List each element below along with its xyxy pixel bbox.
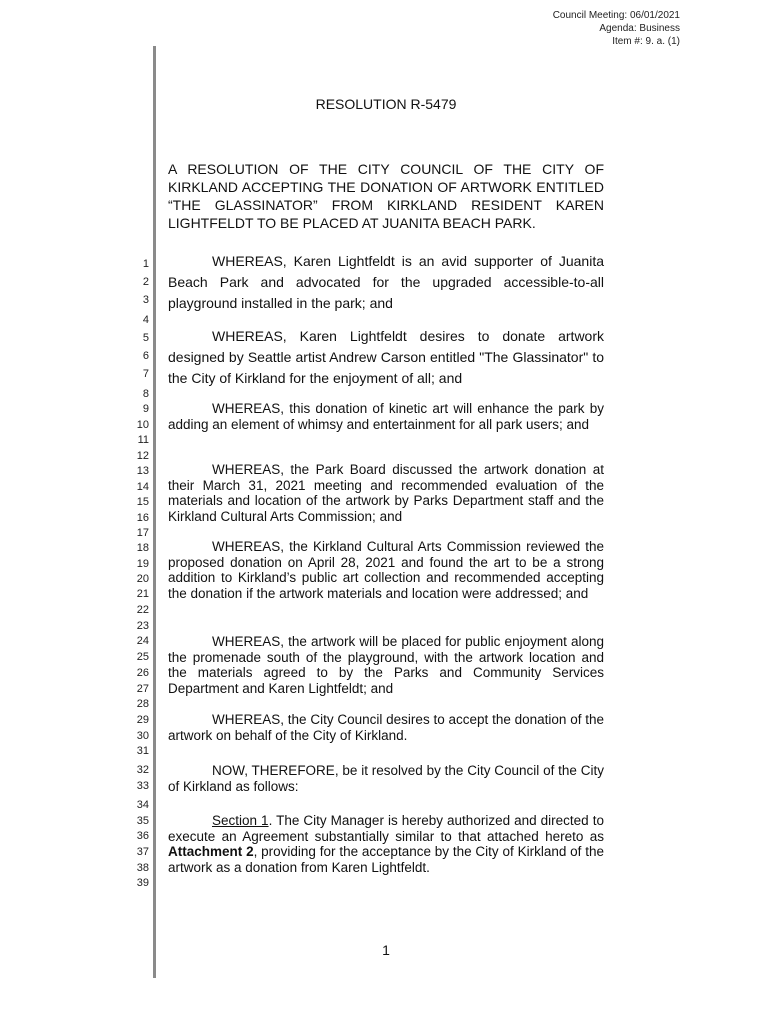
- line-number: 7: [142, 368, 149, 380]
- line-number: 29: [136, 714, 149, 726]
- line-number: 18: [136, 542, 149, 554]
- resolution-preamble: A RESOLUTION OF THE CITY COUNCIL OF THE CITY OF KIRKLAND ACCEPTING THE DONATION OF ARTWORK ENTITLED “THE GLASSINATOR” FROM KIRKLAND RESIDENT KAREN LIGHTFELDT TO BE PLACED AT JUANITA BEACH PARK.: [168, 161, 604, 231]
- whereas-paragraph: WHEREAS, Karen Lightfeldt is an avid supporter of Juanita Beach Park and advocated for the upgraded accessible-to-all playground installed in the park; and: [168, 253, 604, 311]
- whereas-paragraph: WHEREAS, the City Council desires to accept the donation of the artwork on behalf of the City of Kirkland.: [168, 712, 604, 743]
- line-number: 9: [142, 403, 149, 415]
- line-number: 10: [136, 419, 149, 431]
- margin-rule: [153, 46, 156, 978]
- line-number: 20: [136, 573, 149, 585]
- line-number: 16: [136, 512, 149, 524]
- line-number: 31: [136, 745, 149, 757]
- attachment-reference: Attachment 2: [168, 844, 254, 860]
- line-number: 1: [142, 258, 149, 270]
- line-number: 32: [136, 764, 149, 776]
- section-1-paragraph: Section 1. The City Manager is hereby authorized and directed to execute an Agreement substantially similar to that attached hereto as Attachment 2, providing for the acceptance by the City of Kirkland of the artwork as a donation from Karen Lightfeldt.: [168, 813, 605, 875]
- line-number: 27: [136, 683, 149, 695]
- line-number: 19: [136, 558, 149, 570]
- agenda-type: Agenda: Business: [599, 23, 680, 34]
- whereas-paragraph: WHEREAS, the Park Board discussed the artwork donation at their March 31, 2021 meeting and recommended evaluation of the materials and location of the artwork by Parks Department staff and the Kirkland Cultural Arts Commission; and: [168, 462, 604, 524]
- line-number: 2: [142, 276, 149, 288]
- line-number: 17: [136, 527, 149, 539]
- line-number: 36: [136, 830, 149, 842]
- line-numbers: [120, 0, 149, 1024]
- whereas-paragraph: WHEREAS, this donation of kinetic art will enhance the park by adding an element of whimsy and entertainment for all park users; and: [168, 401, 604, 432]
- line-number: 35: [136, 815, 149, 827]
- line-number: 12: [136, 450, 149, 462]
- line-number: 37: [136, 846, 149, 858]
- line-number: 4: [142, 314, 149, 326]
- line-number: 15: [136, 496, 149, 508]
- line-number: 22: [136, 604, 149, 616]
- meeting-date: Council Meeting: 06/01/2021: [552, 10, 680, 21]
- line-number: 24: [136, 635, 149, 647]
- line-number: 28: [136, 698, 149, 710]
- line-number: 25: [136, 651, 149, 663]
- section-1-label: Section 1: [212, 813, 269, 828]
- line-number: 14: [136, 481, 149, 493]
- line-number: 38: [136, 862, 149, 874]
- line-number: 8: [142, 388, 149, 400]
- line-number: 26: [136, 667, 149, 679]
- line-number: 33: [136, 780, 149, 792]
- line-number: 39: [136, 877, 149, 889]
- line-number: 34: [136, 799, 149, 811]
- resolved-paragraph: NOW, THEREFORE, be it resolved by the City Council of the City of Kirkland as follows:: [168, 763, 604, 794]
- line-number: 3: [142, 294, 149, 306]
- item-number: Item #: 9. a. (1): [612, 36, 680, 47]
- whereas-paragraph: WHEREAS, Karen Lightfeldt desires to donate artwork designed by Seattle artist Andrew Carson entitled "The Glassinator" to the City of Kirkland for the enjoyment of all; and: [168, 328, 604, 386]
- line-number: 30: [136, 730, 149, 742]
- line-number: 5: [142, 332, 149, 344]
- resolution-title: RESOLUTION R-5479: [315, 96, 457, 112]
- whereas-paragraph: WHEREAS, the artwork will be placed for public enjoyment along the promenade south of the playground, with the artwork location and the materials agreed to by the Parks and Community Services Department and Karen Lightfeldt; and: [168, 634, 604, 696]
- page-number: 1: [382, 942, 390, 958]
- line-number: 21: [136, 588, 149, 600]
- whereas-paragraph: WHEREAS, the Kirkland Cultural Arts Commission reviewed the proposed donation on April 28, 2021 and found the art to be a strong addition to Kirkland’s public art collection and recommended accepting the donation if the artwork materials and location were addressed; and: [168, 539, 604, 601]
- line-number: 11: [137, 434, 149, 446]
- line-number: 13: [136, 465, 149, 477]
- line-number: 6: [142, 350, 149, 362]
- line-number: 23: [136, 620, 149, 632]
- meeting-header: [553, 9, 680, 48]
